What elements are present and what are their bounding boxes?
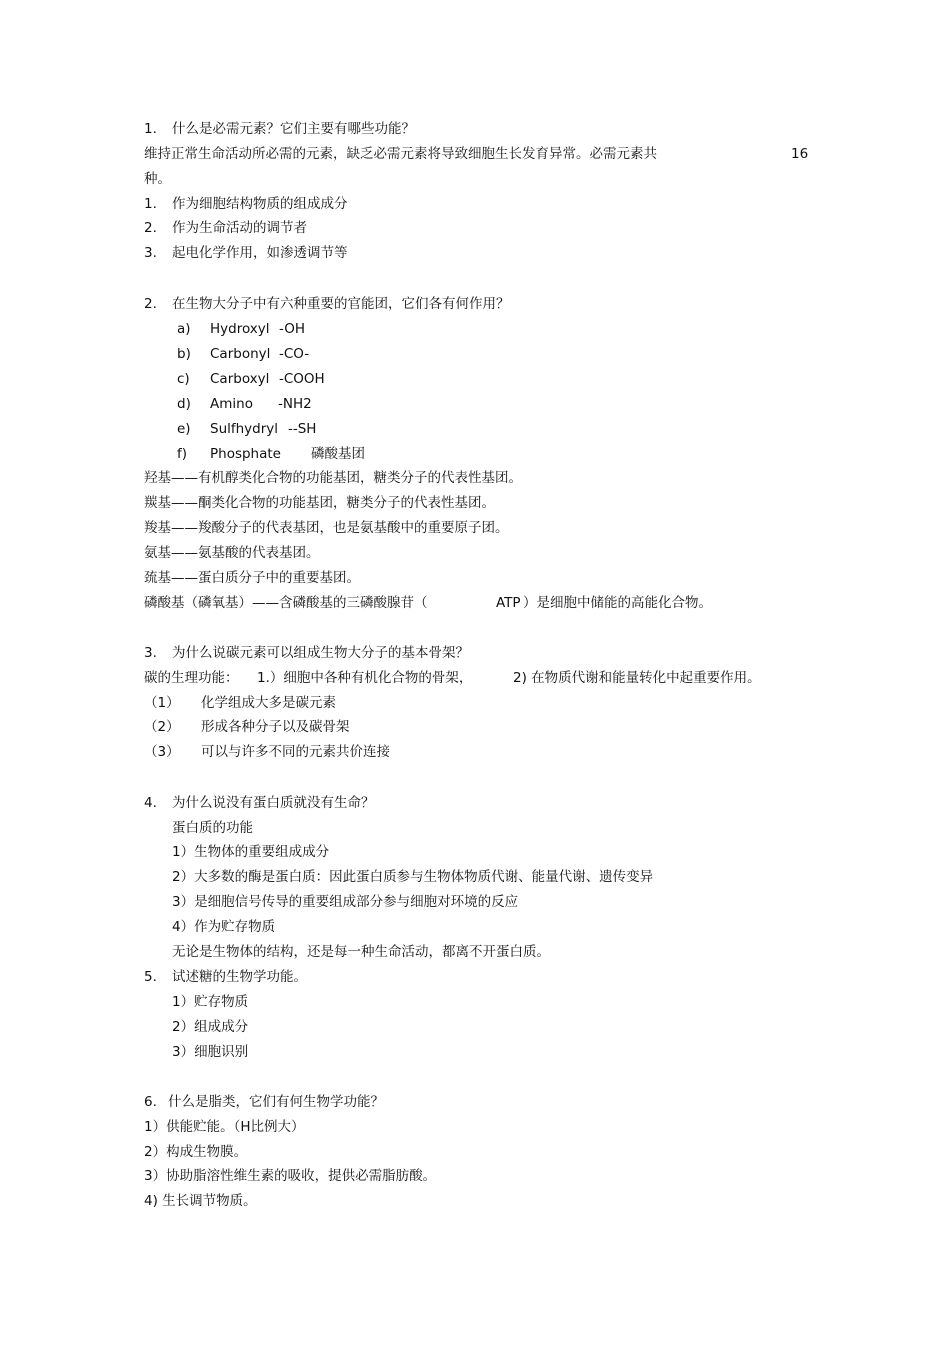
q5-number: 5. [144, 969, 157, 985]
q2-group-formula: -OH [279, 321, 306, 337]
q5-point: 3）细胞识别 [172, 1044, 249, 1060]
q2-group-formula: -CO- [279, 346, 310, 362]
q3-function-1: 1.）细胞中各种有机化合物的骨架， [257, 670, 473, 686]
q2-group-letter: b) [177, 346, 191, 362]
q2-group-formula: -NH2 [278, 396, 312, 412]
q1-title: 什么是必需元素？它们主要有哪些功能？ [172, 121, 415, 137]
q1-answer-count: 16 [791, 146, 809, 162]
q2-note: 氨基——氨基酸的代表基团。 [144, 545, 320, 561]
q2-group-name: Amino [210, 396, 253, 412]
q2-group-name: Sulfhydryl [210, 421, 279, 437]
q2-note: 羰基——酮类化合物的功能基团，糖类分子的代表性基团。 [144, 495, 495, 511]
q6-title: 什么是脂类，它们有何生物学功能？ [168, 1094, 384, 1110]
q3-point-text: 化学组成大多是碳元素 [201, 695, 336, 711]
q6-number: 6. [144, 1094, 157, 1110]
q1-number: 1. [144, 121, 157, 137]
q3-function-label: 碳的生理功能： [144, 670, 239, 686]
q2-note-last-part1: 磷酸基（磷氧基）——含磷酸基的三磷酸腺苷（ [144, 595, 428, 611]
q4-point: 4）作为贮存物质 [172, 919, 276, 935]
q3-point-text: 形成各种分子以及碳骨架 [201, 719, 350, 735]
q6-point: 1）供能贮能。（H比例大） [144, 1119, 305, 1135]
q2-group-letter: d) [177, 396, 191, 412]
q2-note-last-atp: ATP [496, 595, 521, 611]
q2-group-letter: f) [177, 446, 188, 462]
q2-group-letter: a) [177, 321, 191, 337]
q2-note-last-part2: ）是细胞中储能的高能化合物。 [523, 595, 712, 611]
q3-function-2: 2) 在物质代谢和能量转化中起重要作用。 [513, 670, 761, 686]
q2-group-name: Phosphate [210, 446, 281, 462]
q3-number: 3. [144, 645, 157, 661]
q2-note: 巯基——蛋白质分子中的重要基团。 [144, 570, 360, 586]
q2-group-formula: 磷酸基团 [311, 446, 365, 462]
q6-point: 4) 生长调节物质。 [144, 1193, 257, 1209]
q1-point-number: 3. [144, 245, 157, 261]
q1-point-number: 2. [144, 220, 157, 236]
q3-point-number: （3） [144, 744, 180, 760]
q2-note: 羟基——有机醇类化合物的功能基团，糖类分子的代表性基团。 [144, 470, 522, 486]
q2-group-name: Carbonyl [210, 346, 271, 362]
q1-answer-line2: 种。 [144, 171, 171, 187]
q2-group-formula: -COOH [279, 371, 325, 387]
q4-subtitle: 蛋白质的功能 [172, 820, 253, 836]
q4-number: 4. [144, 795, 157, 811]
q6-point: 3）协助脂溶性维生素的吸收，提供必需脂肪酸。 [144, 1168, 437, 1184]
q4-title: 为什么说没有蛋白质就没有生命？ [172, 795, 375, 811]
q1-point-text: 作为细胞结构物质的组成成分 [172, 196, 348, 212]
q5-point: 1）贮存物质 [172, 994, 249, 1010]
q2-note: 羧基——羧酸分子的代表基团，也是氨基酸中的重要原子团。 [144, 520, 509, 536]
q1-point-text: 起电化学作用，如渗透调节等 [172, 245, 348, 261]
q2-title: 在生物大分子中有六种重要的官能团，它们各有何作用？ [172, 296, 510, 312]
q2-group-letter: c) [177, 371, 190, 387]
q1-point-number: 1. [144, 196, 157, 212]
q2-number: 2. [144, 296, 157, 312]
q1-point-text: 作为生命活动的调节者 [172, 220, 307, 236]
q1-answer-line1: 维持正常生命活动所必需的元素，缺乏必需元素将导致细胞生长发育异常。必需元素共 [144, 146, 657, 162]
q3-point-number: （1） [144, 695, 180, 711]
q2-group-name: Hydroxyl [210, 321, 270, 337]
q3-title: 为什么说碳元素可以组成生物大分子的基本骨架？ [172, 645, 469, 661]
q4-conclusion: 无论是生物体的结构，还是每一种生命活动，都离不开蛋白质。 [172, 944, 550, 960]
q5-title: 试述糖的生物学功能。 [172, 969, 307, 985]
q2-group-letter: e) [177, 421, 191, 437]
q4-point: 2）大多数的酶是蛋白质：因此蛋白质参与生物体物质代谢、能量代谢、遗传变异 [172, 869, 654, 885]
q4-point: 1）生物体的重要组成成分 [172, 844, 330, 860]
q2-group-formula: --SH [288, 421, 317, 437]
q4-point: 3）是细胞信号传导的重要组成部分参与细胞对环境的反应 [172, 894, 519, 910]
q6-point: 2）构成生物膜。 [144, 1144, 248, 1160]
q2-group-name: Carboxyl [210, 371, 270, 387]
q3-point-text: 可以与许多不同的元素共价连接 [201, 744, 390, 760]
q3-point-number: （2） [144, 719, 180, 735]
q5-point: 2）组成成分 [172, 1019, 249, 1035]
